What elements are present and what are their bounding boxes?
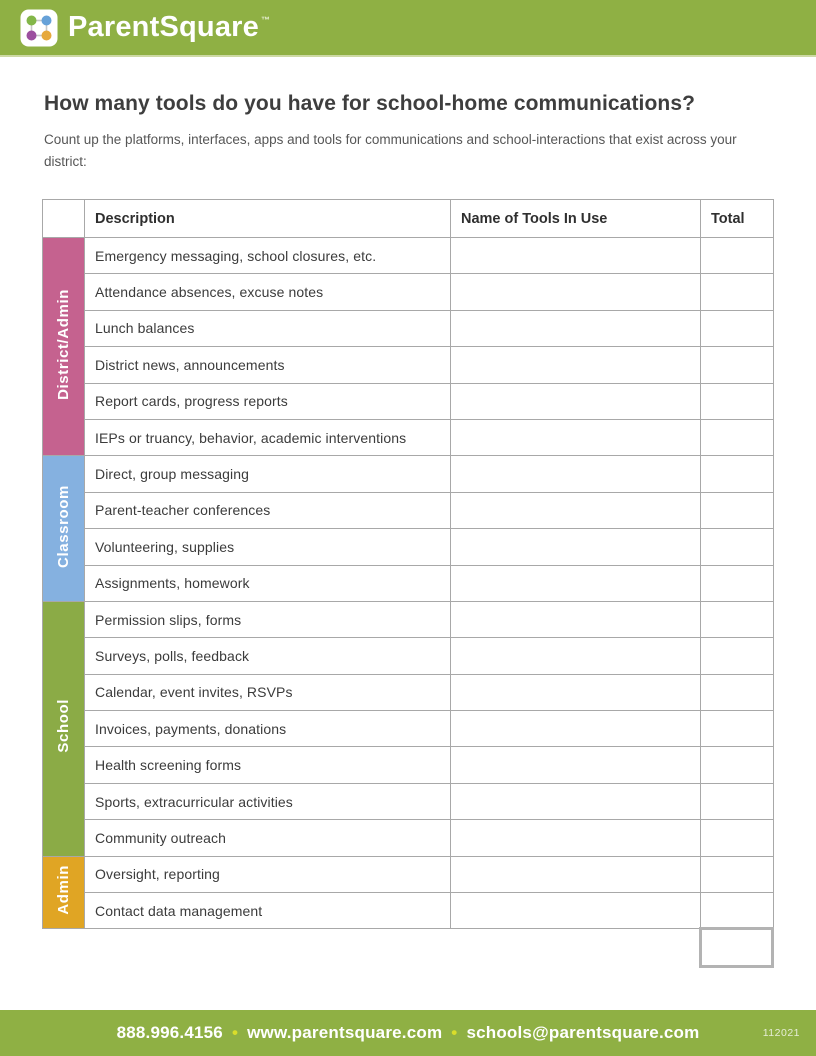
table-row — [43, 674, 774, 710]
tools-in-use-cell — [451, 347, 701, 383]
category-cell-school — [43, 601, 85, 856]
category-cell-admin — [43, 856, 85, 929]
description-cell: Lunch balances — [85, 310, 451, 346]
worksheet-table-wrap — [42, 199, 774, 929]
description-cell: Oversight, reporting — [85, 856, 451, 892]
table-row — [43, 456, 774, 492]
tools-in-use-cell — [451, 711, 701, 747]
description-cell: Attendance absences, excuse notes — [85, 274, 451, 310]
total-cell — [701, 601, 774, 637]
table-body — [43, 238, 774, 929]
footer-email: schools@parentsquare.com — [466, 1023, 700, 1042]
footer-doc-code: 112021 — [762, 1027, 800, 1039]
description-cell: Direct, group messaging — [85, 456, 451, 492]
tools-in-use-cell — [451, 747, 701, 783]
footer-contact-line — [117, 1023, 700, 1043]
description-cell: Sports, extracurricular activities — [85, 783, 451, 819]
table-row — [43, 310, 774, 346]
table-row — [43, 383, 774, 419]
category-label: School — [55, 699, 72, 754]
description-cell: Permission slips, forms — [85, 601, 451, 637]
table-row — [43, 238, 774, 274]
header-cell-tools: Name of Tools In Use — [451, 200, 701, 238]
tools-in-use-cell — [451, 601, 701, 637]
tools-in-use-cell — [451, 492, 701, 528]
table-row — [43, 711, 774, 747]
total-cell — [701, 711, 774, 747]
total-cell — [701, 820, 774, 856]
grand-total-box — [699, 927, 774, 968]
header-cell-total: Total — [701, 200, 774, 238]
tools-in-use-cell — [451, 238, 701, 274]
total-cell — [701, 674, 774, 710]
table-row — [43, 601, 774, 637]
tools-in-use-cell — [451, 529, 701, 565]
tools-in-use-cell — [451, 893, 701, 929]
footer-website: www.parentsquare.com — [247, 1023, 443, 1042]
description-cell: District news, announcements — [85, 347, 451, 383]
description-cell: Parent-teacher conferences — [85, 492, 451, 528]
category-cell-classroom — [43, 456, 85, 602]
tools-in-use-cell — [451, 310, 701, 346]
footer-bullet: • — [451, 1023, 458, 1042]
intro-section — [44, 92, 774, 174]
footer-bullet: • — [231, 1023, 239, 1042]
tools-in-use-cell — [451, 456, 701, 492]
table-row — [43, 638, 774, 674]
description-cell: Calendar, event invites, RSVPs — [85, 674, 451, 710]
trademark-symbol: ™ — [260, 15, 271, 25]
category-label: Admin — [55, 865, 72, 915]
total-cell — [701, 419, 774, 455]
description-cell: Assignments, homework — [85, 565, 451, 601]
tools-in-use-cell — [451, 856, 701, 892]
table-row — [43, 856, 774, 892]
tools-table — [42, 199, 774, 929]
total-cell — [701, 747, 774, 783]
category-label: Classroom — [55, 484, 72, 568]
total-cell — [701, 783, 774, 819]
category-cell-district-admin — [43, 238, 85, 456]
table-row — [43, 529, 774, 565]
total-cell — [701, 492, 774, 528]
total-cell — [701, 456, 774, 492]
table-header-row — [43, 200, 774, 238]
table-row — [43, 565, 774, 601]
brand-name: ParentSquare — [68, 11, 259, 43]
table-row — [43, 783, 774, 819]
total-cell — [701, 856, 774, 892]
description-cell: Surveys, polls, feedback — [85, 638, 451, 674]
table-row — [43, 419, 774, 455]
brand-wordmark — [68, 11, 270, 44]
tools-in-use-cell — [451, 674, 701, 710]
footer-phone: 888.996.4156 — [116, 1023, 223, 1042]
parentsquare-logo-icon — [20, 9, 58, 47]
total-cell — [701, 565, 774, 601]
category-label: District/Admin — [55, 288, 72, 400]
total-cell — [701, 238, 774, 274]
total-cell — [701, 274, 774, 310]
description-cell: Contact data management — [85, 893, 451, 929]
table-row — [43, 274, 774, 310]
tools-in-use-cell — [451, 274, 701, 310]
page-title: How many tools do you have for school-home communications? — [44, 92, 696, 115]
description-cell: Community outreach — [85, 820, 451, 856]
tools-in-use-cell — [451, 419, 701, 455]
total-cell — [701, 383, 774, 419]
header-cell-category — [43, 200, 85, 238]
tools-in-use-cell — [451, 638, 701, 674]
total-cell — [701, 638, 774, 674]
total-cell — [701, 310, 774, 346]
header-cell-description: Description — [85, 200, 451, 238]
table-row — [43, 347, 774, 383]
description-cell: Report cards, progress reports — [85, 383, 451, 419]
tools-in-use-cell — [451, 383, 701, 419]
total-cell — [701, 529, 774, 565]
table-row — [43, 492, 774, 528]
tools-in-use-cell — [451, 565, 701, 601]
total-cell — [701, 347, 774, 383]
total-cell — [701, 893, 774, 929]
table-row — [43, 893, 774, 929]
description-cell: Emergency messaging, school closures, etc. — [85, 238, 451, 274]
page-subtitle: Count up the platforms, interfaces, apps and tools for communications and school-interactions that exist across your district: — [44, 132, 737, 170]
footer-bar — [0, 1010, 816, 1056]
tools-in-use-cell — [451, 820, 701, 856]
description-cell: Health screening forms — [85, 747, 451, 783]
description-cell: Invoices, payments, donations — [85, 711, 451, 747]
tools-in-use-cell — [451, 783, 701, 819]
header-bar — [0, 0, 816, 57]
table-row — [43, 820, 774, 856]
description-cell: Volunteering, supplies — [85, 529, 451, 565]
table-row — [43, 747, 774, 783]
description-cell: IEPs or truancy, behavior, academic interventions — [85, 419, 451, 455]
